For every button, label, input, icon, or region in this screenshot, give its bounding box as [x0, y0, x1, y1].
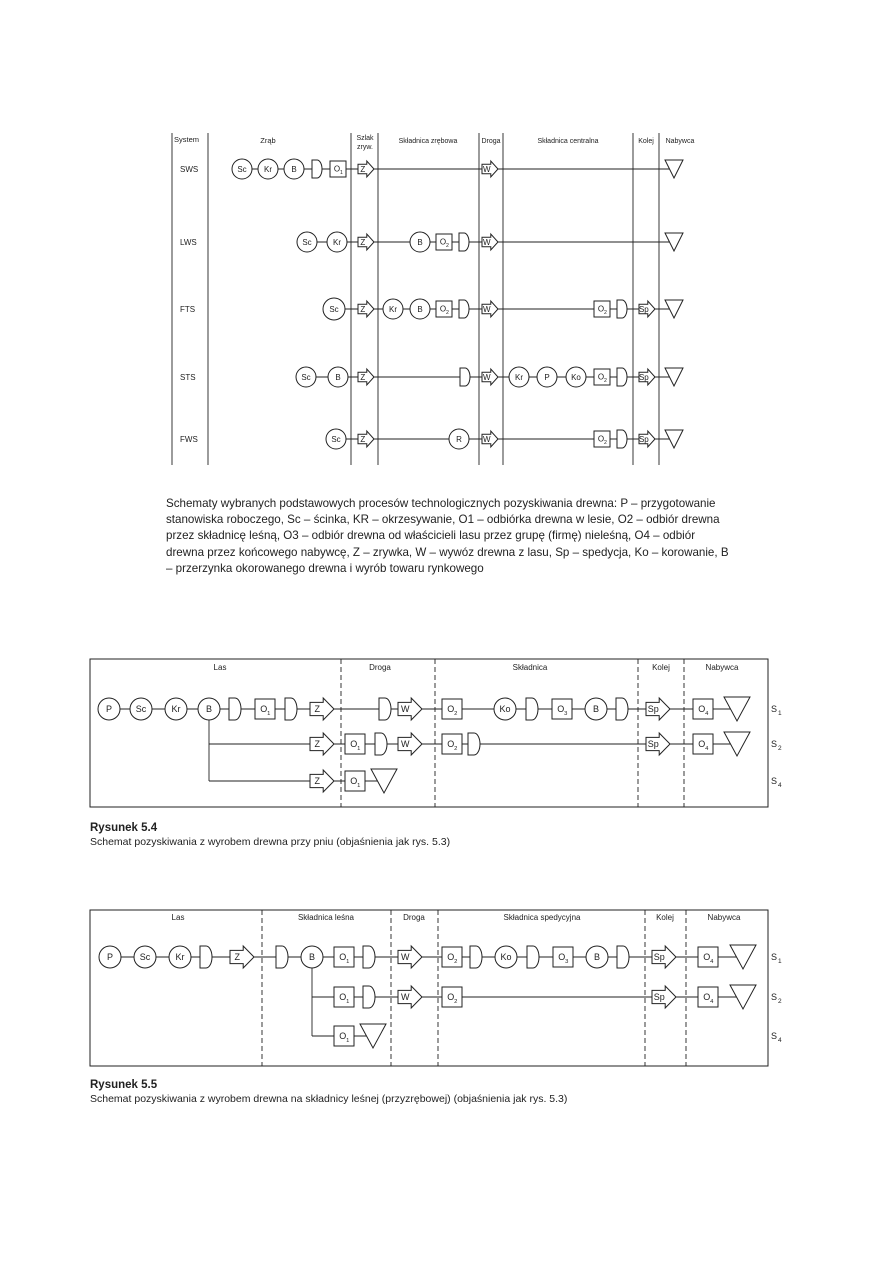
transport-label: Z	[234, 952, 241, 963]
operation-label: Sc	[135, 704, 147, 715]
delay-symbol	[379, 698, 391, 720]
system-label-fws: FWS	[180, 435, 198, 444]
header-szlak: Szlak	[356, 135, 374, 142]
inspection-label: O	[557, 704, 565, 715]
inspection-subscript: 1	[339, 170, 343, 177]
inspection-label: O	[597, 304, 605, 314]
fig54-header-nabywca: Nabywca	[705, 663, 739, 672]
transport-label: W	[401, 704, 410, 715]
delay-symbol	[617, 368, 627, 386]
fig54-header-droga: Droga	[369, 663, 391, 672]
operation-label: B	[417, 237, 423, 247]
fig55-header-kolej: Kolej	[656, 913, 674, 922]
fig55-header-skladnica-spedycyjna: Składnica spedycyjna	[503, 913, 581, 922]
inspection-label: O	[597, 372, 605, 382]
figure54-title: Rysunek 5.4	[90, 822, 158, 834]
figure54-caption	[90, 821, 790, 849]
delay-symbol	[617, 300, 627, 318]
header-zrab: Zrąb	[260, 136, 276, 145]
operation-label: Ko	[500, 952, 512, 963]
diagram1-caption: Schematy wybranych podstawowych procesów technologicznych pozyskiwania drewna: P – przygotowanie stanowiska roboczego, Sc – ścinka, KR – okrzesywanie, O1 – odbiórka drewna w lesie, O2 – odbiór drewna przez składnicę leśną, O3 – odbiór drewna od właścicieli lasu przez grupę (firmę) nieleśną, O4 – odbiór drewna przez końcowego nabywcę, Z – zrywka, W – wywóz drewna z lasu, Sp – spedycja, Ko – korowanie, B – przerzynka okorowanego drewna i wyrób towaru rynkowego	[166, 497, 729, 575]
inspection-subscript: 1	[346, 1037, 350, 1044]
transport-label: W	[483, 304, 491, 314]
operation-label: Kr	[515, 372, 523, 382]
operation-label: Sc	[139, 952, 151, 963]
inspection-subscript: 2	[603, 378, 607, 385]
header-skladnica-centralna: Składnica centralna	[537, 138, 599, 145]
inspection-subscript: 2	[445, 310, 449, 317]
transport-label: Sp	[638, 304, 649, 314]
delay-symbol	[459, 300, 469, 318]
inspection-label: O	[260, 704, 268, 715]
inspection-subscript: 2	[454, 998, 458, 1005]
delay-symbol	[229, 698, 241, 720]
fig55-header-droga: Droga	[403, 913, 425, 922]
inspection-label: O	[339, 1031, 347, 1042]
operation-label: Kr	[171, 704, 181, 715]
figure55-description: Schemat pozyskiwania z wyrobem drewna na składnicy leśnej (przyzrębowej) (objaśnienia jak rys. 5.3)	[90, 1093, 568, 1105]
operation-label: B	[205, 704, 213, 715]
fig54-row-subscript: 4	[778, 782, 782, 789]
inspection-subscript: 1	[267, 710, 271, 717]
delay-symbol	[285, 698, 297, 720]
operation-label: Kr	[333, 237, 341, 247]
inspection-subscript: 3	[564, 710, 568, 717]
inspection-label: O	[339, 952, 347, 963]
fig54-row-subscript: 2	[778, 745, 782, 752]
operation-label: B	[335, 372, 341, 382]
inspection-label: O	[350, 776, 358, 787]
operation-label: P	[544, 372, 550, 382]
delay-symbol	[375, 733, 387, 755]
operation-label: Sc	[301, 372, 311, 382]
inspection-label: O	[447, 952, 455, 963]
operation-label: Sc	[302, 237, 312, 247]
inspection-subscript: 2	[445, 243, 449, 250]
transport-label: Sp	[647, 739, 659, 750]
transport-label: Z	[314, 739, 321, 750]
fig55-header-nabywca: Nabywca	[707, 913, 741, 922]
inspection-subscript: 2	[454, 710, 458, 717]
transport-label: W	[401, 992, 410, 1003]
inspection-label: O	[597, 434, 605, 444]
operation-label: Kr	[175, 952, 185, 963]
transport-label: W	[401, 739, 410, 750]
system-label-sws: SWS	[180, 165, 199, 174]
fig55-row-label: S	[771, 1031, 778, 1041]
fig55-row-subscript: 4	[778, 1037, 782, 1044]
delay-symbol	[363, 946, 375, 968]
transport-label: Sp	[653, 992, 665, 1003]
system-label-lws: LWS	[180, 238, 197, 247]
delay-symbol	[312, 160, 322, 178]
figure54-description: Schemat pozyskiwania z wyrobem drewna przy pniu (objaśnienia jak rys. 5.3)	[90, 836, 451, 848]
operation-label: B	[592, 704, 600, 715]
inspection-label: O	[333, 164, 341, 174]
operation-label: Kr	[264, 164, 272, 174]
fig54-row-label: S	[771, 776, 778, 786]
delay-symbol	[527, 946, 539, 968]
delay-symbol	[468, 733, 480, 755]
transport-label: W	[483, 372, 491, 382]
delay-symbol	[276, 946, 288, 968]
inspection-label: O	[447, 704, 455, 715]
fig54-header-skladnica: Składnica	[512, 663, 548, 672]
inspection-subscript: 1	[357, 782, 361, 789]
operation-label: R	[456, 434, 462, 444]
operation-label: B	[308, 952, 316, 963]
inspection-label: O	[703, 992, 711, 1003]
inspection-subscript: 4	[705, 710, 709, 717]
inspection-subscript: 2	[603, 440, 607, 447]
inspection-subscript: 1	[357, 745, 361, 752]
inspection-subscript: 1	[346, 958, 350, 965]
delay-symbol	[526, 698, 538, 720]
fig55-row-label: S	[771, 952, 778, 962]
operation-label: Sc	[331, 434, 341, 444]
transport-label: Z	[360, 164, 366, 174]
system-label-sts: STS	[180, 373, 196, 382]
operation-label: B	[417, 304, 423, 314]
transport-label: Sp	[653, 952, 665, 963]
inspection-label: O	[439, 304, 447, 314]
inspection-subscript: 2	[454, 745, 458, 752]
inspection-label: O	[350, 739, 358, 750]
operation-label: B	[593, 952, 601, 963]
delay-symbol	[363, 986, 375, 1008]
inspection-label: O	[447, 739, 455, 750]
operation-label: P	[105, 704, 113, 715]
operation-label: Ko	[571, 372, 581, 382]
inspection-label: O	[698, 739, 706, 750]
fig55-row-subscript: 1	[778, 958, 782, 965]
system-label-fts: FTS	[180, 305, 196, 314]
fig54-row-subscript: 1	[778, 710, 782, 717]
inspection-subscript: 3	[565, 958, 569, 965]
fig54-header-las: Las	[213, 663, 227, 672]
figure55-title: Rysunek 5.5	[90, 1079, 158, 1091]
inspection-subscript: 4	[710, 998, 714, 1005]
fig54-row-label: S	[771, 704, 778, 714]
delay-symbol	[617, 430, 627, 448]
inspection-subscript: 1	[346, 998, 350, 1005]
operation-label: Kr	[389, 304, 397, 314]
inspection-subscript: 4	[710, 958, 714, 965]
figure54-frame	[90, 659, 768, 807]
fig55-header-skladnica-lesna: Składnica leśna	[297, 913, 355, 922]
fig54-header-kolej: Kolej	[652, 663, 670, 672]
transport-label: Sp	[647, 704, 659, 715]
delay-symbol	[460, 368, 470, 386]
delay-symbol	[459, 233, 469, 251]
delay-symbol	[200, 946, 212, 968]
header-droga: Droga	[481, 138, 501, 145]
transport-label: Z	[314, 704, 321, 715]
delay-symbol	[470, 946, 482, 968]
inspection-label: O	[558, 952, 566, 963]
inspection-label: O	[447, 992, 455, 1003]
transport-label: W	[483, 164, 491, 174]
figure55-caption	[90, 1078, 790, 1106]
header-skladnica-zrebowa: Składnica zrębowa	[398, 138, 458, 145]
header-nabywca: Nabywca	[665, 138, 695, 145]
fig55-row-subscript: 2	[778, 998, 782, 1005]
header-szlak-2: zryw.	[357, 144, 373, 151]
transport-label: Z	[360, 434, 366, 444]
transport-label: Z	[314, 776, 321, 787]
transport-label: Sp	[638, 372, 649, 382]
operation-label: P	[106, 952, 114, 963]
inspection-label: O	[703, 952, 711, 963]
transport-label: Sp	[638, 434, 649, 444]
transport-label: Z	[360, 372, 366, 382]
operation-label: Ko	[499, 704, 511, 715]
transport-label: W	[483, 434, 491, 444]
inspection-label: O	[698, 704, 706, 715]
inspection-subscript: 4	[705, 745, 709, 752]
operation-label: Sc	[329, 304, 339, 314]
operation-label: Sc	[237, 164, 247, 174]
transport-label: W	[483, 237, 491, 247]
header-kolej: Kolej	[638, 138, 654, 145]
inspection-label: O	[339, 992, 347, 1003]
transport-label: W	[401, 952, 410, 963]
inspection-subscript: 2	[603, 310, 607, 317]
delay-symbol	[616, 698, 628, 720]
transport-label: Z	[360, 237, 366, 247]
fig55-header-las: Las	[171, 913, 185, 922]
fig55-row-label: S	[771, 992, 778, 1002]
inspection-label: O	[439, 237, 447, 247]
operation-label: B	[291, 164, 297, 174]
inspection-subscript: 2	[454, 958, 458, 965]
transport-label: Z	[360, 304, 366, 314]
delay-symbol	[617, 946, 629, 968]
header-system: System	[174, 135, 200, 144]
fig54-row-label: S	[771, 739, 778, 749]
